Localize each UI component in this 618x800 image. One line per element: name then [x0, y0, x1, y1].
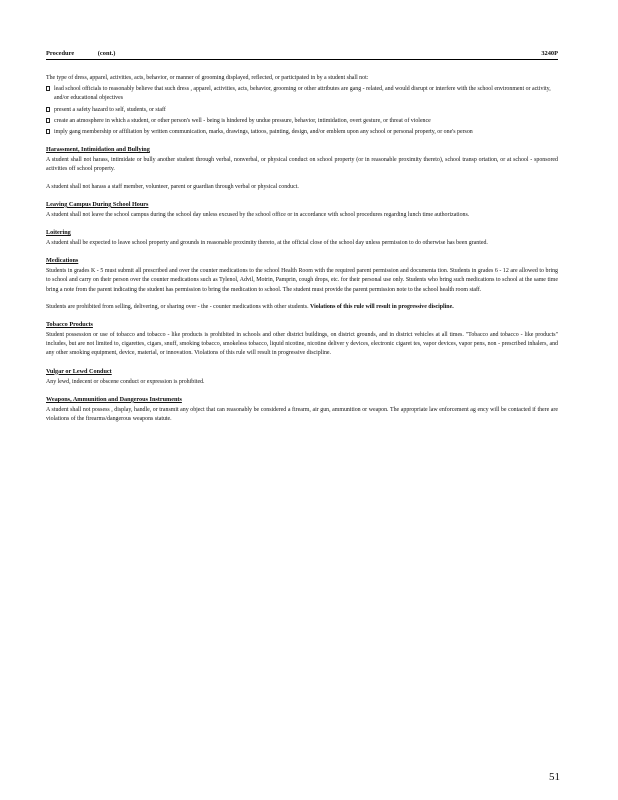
section-vulgar	[46, 368, 558, 387]
section-tobacco	[46, 321, 558, 359]
paragraph: A student shall be expected to leave school property and grounds in reasonable proximity thereto, at the official close of the school day unless permission to do otherwise has been granted.	[46, 240, 488, 247]
paragraph: A student shall not possess , display, handle, or transmit any object that can reasonably be considered a firearm, air gun, ammunition or weapon. The appropriate law enforcement ag ency will be contacted if there are violations of the firearms/dangerous weapons statute.	[46, 406, 558, 423]
section-heading: Vulgar or Lewd Conduct	[46, 367, 112, 375]
section-heading: Loitering	[46, 229, 71, 237]
section-heading: Harassment, Intimidation and Bullying	[46, 146, 150, 154]
section-heading: Weapons, Ammunition and Dangerous Instruments	[46, 395, 182, 403]
bullet-box-icon	[46, 86, 50, 91]
paragraph: A student shall not leave the school campus during the school day unless excused by the school office or in accordance with school procedures regarding lunch time authorizations.	[46, 211, 470, 218]
dress-bullet-list	[46, 85, 558, 137]
header-title: Procedure	[46, 50, 75, 57]
header-cont: (cont.)	[97, 50, 116, 57]
paragraph: A student shall not harass, intimidate or bully another student through verbal, nonverbal, or physical conduct on school property (or in reasonable proximity thereto), school transp ortation, or at school - sponsored activities off school property.	[46, 157, 558, 173]
section-loitering	[46, 229, 558, 248]
dress-intro: The type of dress, apparel, activities, acts, behavior, or manner of grooming displayed, reflected, or participated in by a student shall not:	[46, 75, 369, 81]
section-heading: Medications	[46, 257, 79, 265]
paragraph: Any lewd, indecent or obscene conduct or expression is prohibited.	[46, 378, 205, 385]
violations-note: Violations of this rule will result in progressive discipline.	[310, 303, 454, 310]
bullet-box-icon	[46, 129, 50, 134]
list-item: create an atmosphere in which a student, or other person's well - being is hindered by undue pressure, behavior, intimidation, overt gesture, or threat of violence	[46, 117, 558, 126]
section-leaving-campus	[46, 201, 558, 220]
section-harassment	[46, 146, 558, 192]
paragraph: Students are prohibited from selling, delivering, or sharing over - the - counter medications with other students. Violations of this rule will result in progressive discipline.	[46, 303, 454, 310]
section-heading: Leaving Campus During School Hours	[46, 200, 149, 208]
list-item: imply gang membership or affiliation by written communication, marks, drawings, tattoos, painting, design, and/or emblem upon any school or personal property, or one's person	[46, 128, 558, 137]
procedure-header	[46, 50, 558, 60]
page-number: 51	[549, 771, 560, 783]
section-weapons	[46, 396, 558, 424]
bullet-box-icon	[46, 107, 50, 112]
paragraph: Student possession or use of tobacco and tobacco - like products is prohibited in schools and other district buildings, on district grounds, and in district vehicles at all times. "Tobacco and tobacco - like products" includes, but are not limited to, cigarettes, cigars, snuff, smoking tobacco, smokeless tobacco, liquid nicotine, nicotine deliver y devices, electronic cigaret tes, vapor devices, vapor pens, non - prescribed inhalers, and any other smoking equipment, device, material, or innovation. Violations of this rule will result in progressive discipline.	[46, 332, 558, 357]
section-medications	[46, 257, 558, 312]
policy-code: 3240P	[541, 50, 558, 57]
document-page	[46, 50, 558, 424]
bullet-box-icon	[46, 118, 50, 123]
list-item: present a safety hazard to self, students, or staff	[46, 106, 558, 115]
section-heading: Tobacco Products	[46, 321, 93, 329]
paragraph: A student shall not harass a staff member, volunteer, parent or guardian through verbal or physical conduct.	[46, 183, 299, 190]
list-item: lead school officials to reasonably believe that such dress , apparel, activities, acts, behavior, grooming or other attributes are gang - related, and would disrupt or interfere with the school environment or activity, and/or educational objectives	[46, 85, 558, 103]
paragraph: Students in grades K - 5 must submit all prescribed and over the counter medications to the school Health Room with the required parent permission and documenta tion. Students in grades 6 - 12 are allowed to bring to school and carry on their person over the counter medications such as Tylenol, Advil, Motrin, Pamprin, cough drops, etc. for their personal use only. Students who bring such medications to school at the same time bring a note from the parent indicating the student has permission to bring the medication to school. The student must provide the parent permission note to the school health room staff.	[46, 268, 558, 293]
